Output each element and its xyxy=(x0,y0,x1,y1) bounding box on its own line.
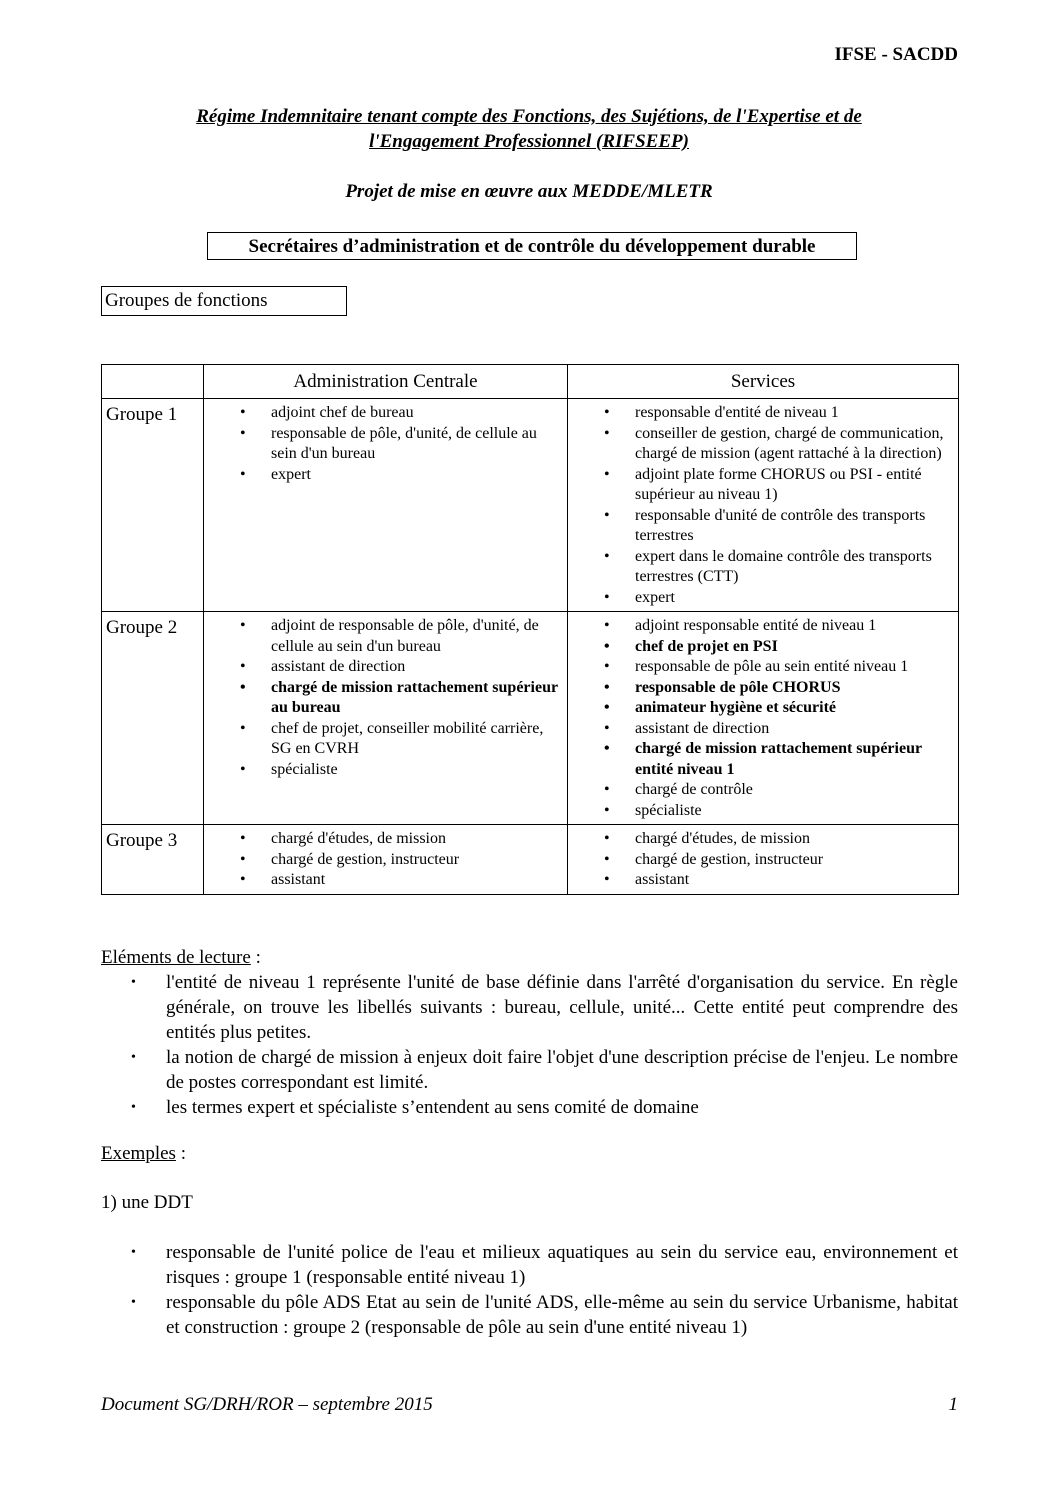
function-item: • chargé de contrôle xyxy=(568,780,952,801)
page-number: 1 xyxy=(948,1394,958,1415)
subtitle: Projet de mise en œuvre aux MEDDE/MLETR xyxy=(345,181,713,202)
function-item: • assistant de direction xyxy=(204,657,561,678)
cell-services xyxy=(568,399,959,612)
lecture-item: • les termes expert et spécialiste s’entendent au sens comité de domaine xyxy=(101,1095,958,1120)
header-cell-admin: Administration Centrale xyxy=(204,365,568,399)
lecture-list xyxy=(101,970,958,1120)
function-item: • responsable d'entité de niveau 1 xyxy=(568,403,952,424)
function-item: • assistant xyxy=(204,870,561,891)
lecture-section xyxy=(101,945,958,1120)
function-item: • expert xyxy=(568,588,952,609)
function-item: • chargé de mission rattachement supérieur au bureau xyxy=(204,678,561,719)
table-row xyxy=(102,825,959,895)
lecture-heading-colon: : xyxy=(250,947,261,968)
function-item: • spécialiste xyxy=(204,760,561,781)
table-header-row xyxy=(102,365,959,399)
function-item: • chargé de mission rattachement supérieur entité niveau 1 xyxy=(568,739,952,780)
table-row xyxy=(102,399,959,612)
admin-function-list xyxy=(204,612,567,783)
services-function-list xyxy=(568,825,958,894)
cell-services xyxy=(568,612,959,825)
function-item: • expert xyxy=(204,465,561,486)
function-item: • responsable de pôle, d'unité, de cellule au sein d'un bureau xyxy=(204,424,561,465)
example-1-title: 1) une DDT xyxy=(101,1192,193,1213)
header-cell-services: Services xyxy=(568,365,959,399)
function-item: • adjoint de responsable de pôle, d'unité, de cellule au sein d'un bureau xyxy=(204,616,561,657)
function-item: • assistant de direction xyxy=(568,719,952,740)
example-item: • responsable de l'unité police de l'eau et milieux aquatiques au sein du service eau, environnement et risques : groupe 1 (responsable entité niveau 1) xyxy=(101,1240,958,1290)
group-label: Groupe 2 xyxy=(102,612,204,825)
function-item: • animateur hygiène et sécurité xyxy=(568,698,952,719)
lecture-heading: Eléments de lecture xyxy=(101,947,251,968)
corps-title-box: Secrétaires d’administration et de contrôle du développement durable xyxy=(207,232,857,260)
function-item: • chef de projet, conseiller mobilité carrière, SG en CVRH xyxy=(204,719,561,760)
admin-function-list xyxy=(204,399,567,488)
function-item: • adjoint plate forme CHORUS ou PSI - entité supérieur au niveau 1) xyxy=(568,465,952,506)
title-line-1: Régime Indemnitaire tenant compte des Fonctions, des Sujétions, de l'Expertise et de xyxy=(196,106,862,127)
footer-document-ref: Document SG/DRH/ROR – septembre 2015 xyxy=(101,1394,433,1415)
cell-admin xyxy=(204,399,568,612)
header-cell-empty xyxy=(102,365,204,399)
example-item: • responsable du pôle ADS Etat au sein de l'unité ADS, elle-même au sein du service Urbanisme, habitat et construction : groupe 2 (responsable de pôle au sein d'une entité niveau 1) xyxy=(101,1290,958,1340)
function-item: • responsable d'unité de contrôle des transports terrestres xyxy=(568,506,952,547)
function-item: • assistant xyxy=(568,870,952,891)
groupes-label-box: Groupes de fonctions xyxy=(101,286,347,316)
function-item: • adjoint chef de bureau xyxy=(204,403,561,424)
function-item: • chargé d'études, de mission xyxy=(568,829,952,850)
example-list xyxy=(101,1240,958,1340)
function-item: • responsable de pôle au sein entité niveau 1 xyxy=(568,657,952,678)
cell-admin xyxy=(204,825,568,895)
group-label: Groupe 3 xyxy=(102,825,204,895)
function-item: • spécialiste xyxy=(568,801,952,822)
function-item: • chargé d'études, de mission xyxy=(204,829,561,850)
cell-admin xyxy=(204,612,568,825)
cell-services xyxy=(568,825,959,895)
function-item: • conseiller de gestion, chargé de communication, chargé de mission (agent rattaché à la direction) xyxy=(568,424,952,465)
function-item: • chargé de gestion, instructeur xyxy=(204,850,561,871)
lecture-item: • la notion de chargé de mission à enjeux doit faire l'objet d'une description précise de l'enjeu. Le nombre de postes correspondant est limité. xyxy=(101,1045,958,1095)
table-row xyxy=(102,612,959,825)
admin-function-list xyxy=(204,825,567,894)
exemples-heading: Exemples xyxy=(101,1143,176,1164)
function-groups-table xyxy=(101,364,959,895)
services-function-list xyxy=(568,399,958,611)
function-item: • chargé de gestion, instructeur xyxy=(568,850,952,871)
title-line-2: l'Engagement Professionnel (RIFSEEP) xyxy=(369,131,689,152)
function-item: • expert dans le domaine contrôle des transports terrestres (CTT) xyxy=(568,547,952,588)
function-item: • adjoint responsable entité de niveau 1 xyxy=(568,616,952,637)
function-item: • chef de projet en PSI xyxy=(568,637,952,658)
function-item: • responsable de pôle CHORUS xyxy=(568,678,952,699)
group-label: Groupe 1 xyxy=(102,399,204,612)
services-function-list xyxy=(568,612,958,824)
exemples-heading-colon: : xyxy=(175,1143,186,1164)
document-tag: IFSE - SACDD xyxy=(834,44,958,65)
lecture-item: • l'entité de niveau 1 représente l'unité de base définie dans l'arrêté d'organisation du service. En règle générale, on trouve les libellés suivants : bureau, cellule, unité... Cette entité peut comprendre des entités plus petites. xyxy=(101,970,958,1045)
exemples-heading-line xyxy=(101,1143,186,1165)
